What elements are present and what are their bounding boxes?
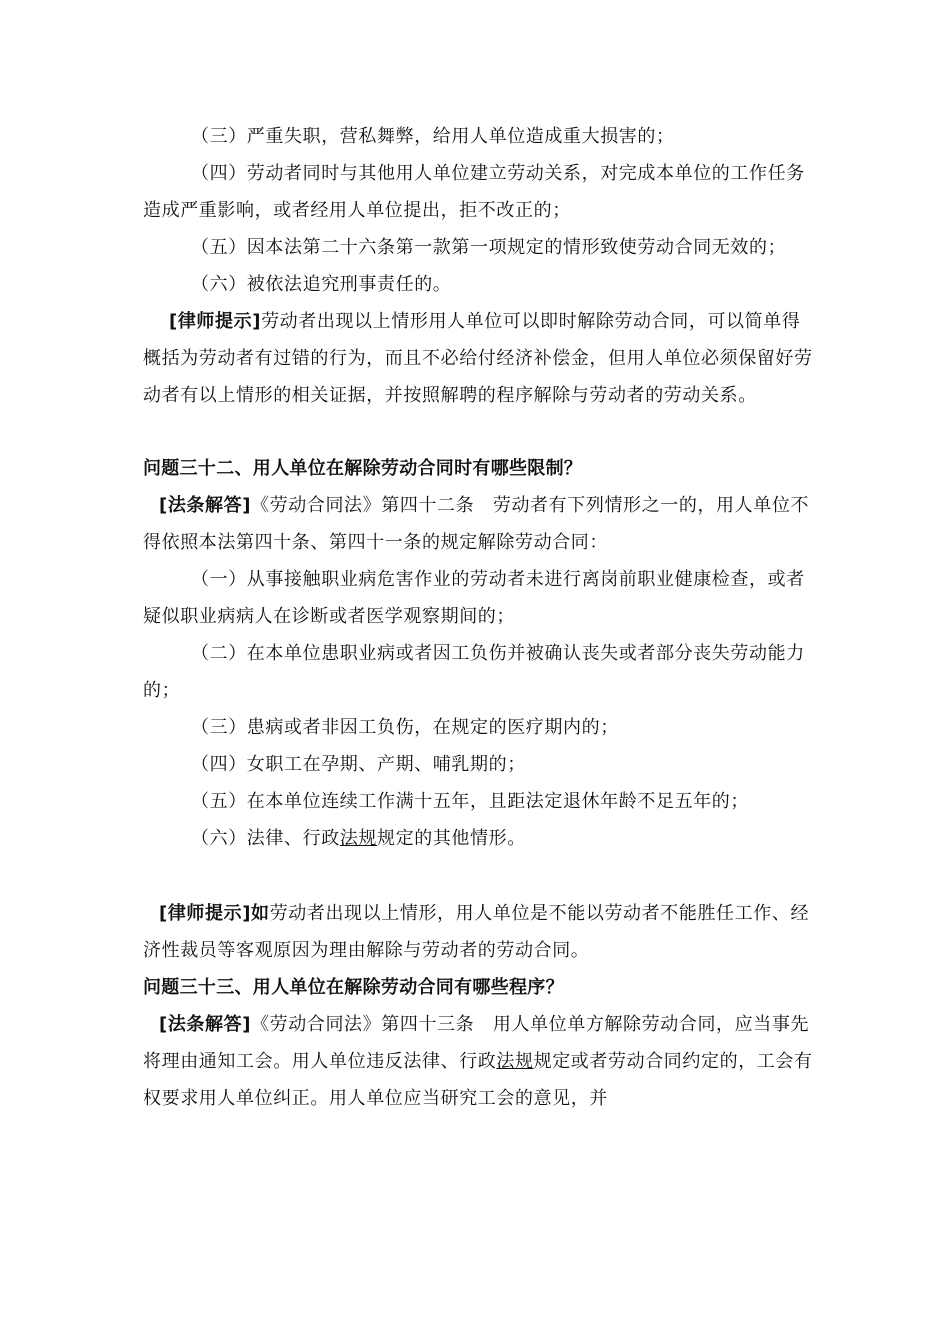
- regulation-link[interactable]: 法规: [339, 828, 378, 849]
- list-item-text: （六）法律、行政: [191, 828, 340, 849]
- lawyer-tip-text: 劳动者出现以上情形，用人单位是不能以劳动者不能胜任工作、经济性裁员等客观原因为理由解除与劳动者的劳动合同。: [143, 903, 810, 961]
- list-item-text: （三）患病或者非因工负伤，在规定的医疗期内的；: [191, 717, 619, 738]
- question-32-heading: 问题三十二、用人单位在解除劳动合同时有哪些限制？: [143, 458, 583, 479]
- answer-label: [法条解答]: [159, 1014, 252, 1035]
- paragraph-item-3: [143, 118, 813, 155]
- list-item-text: （二）在本单位患职业病或者因工负伤并被确认丧失或者部分丧失劳动能力的；: [143, 643, 805, 701]
- list-item-2: [143, 635, 813, 709]
- answer-label: [法条解答]: [159, 495, 252, 516]
- paragraph-item-4: [143, 155, 813, 229]
- paragraph-item-5: [143, 229, 813, 266]
- lawyer-tip-label: [律师提示]: [169, 311, 262, 332]
- paragraph-text: （六）被依法追究刑事责任的。: [191, 274, 452, 295]
- list-item-text: （一）从事接触职业病危害作业的劳动者未进行离岗前职业健康检查，或者疑似职业病病人在诊断或者医学观察期间的；: [143, 569, 805, 627]
- paragraph-text: （四）劳动者同时与其他用人单位建立劳动关系，对完成本单位的工作任务造成严重影响，或者经用人单位提出，拒不改正的；: [143, 163, 805, 221]
- list-item-1: [143, 561, 813, 635]
- document-body: [143, 118, 813, 1117]
- spacer: [143, 857, 813, 895]
- lawyer-tip-2: [143, 895, 813, 969]
- regulation-link[interactable]: 法规: [496, 1051, 534, 1072]
- list-item-4: [143, 746, 813, 783]
- list-item-text: （五）在本单位连续工作满十五年，且距法定退休年龄不足五年的；: [191, 791, 749, 812]
- paragraph-text: （三）严重失职，营私舞弊，给用人单位造成重大损害的；: [191, 126, 675, 147]
- answer-text: 《劳动合同法》第四十三条 用人单位单方解除劳动合同，应当事先将理由通知工会。用人单位违反法律、行政: [143, 1014, 810, 1072]
- answer-32: [143, 487, 813, 561]
- lawyer-tip-1: [143, 303, 813, 414]
- list-item-6: [143, 820, 813, 857]
- list-item-text: 规定的其他情形。: [377, 828, 526, 849]
- paragraph-item-6: [143, 266, 813, 303]
- list-item-text: （四）女职工在孕期、产期、哺乳期的；: [191, 754, 526, 775]
- question-33-heading: 问题三十三、用人单位在解除劳动合同有哪些程序？: [143, 977, 564, 998]
- answer-33: [143, 1006, 813, 1117]
- list-item-3: [143, 709, 813, 746]
- list-item-5: [143, 783, 813, 820]
- answer-text: 规定或者劳动合同约定的，工会有权要求用人单位纠正。用人单位应当研究工会的意见，并: [143, 1051, 813, 1109]
- lawyer-tip-label: [律师提示]如: [159, 903, 270, 924]
- paragraph-text: （五）因本法第二十六条第一款第一项规定的情形致使劳动合同无效的；: [191, 237, 787, 258]
- answer-text: 《劳动合同法》第四十二条 劳动者有下列情形之一的，用人单位不得依照本法第四十条、第四十一条的规定解除劳动合同：: [143, 495, 810, 553]
- lawyer-tip-text: 劳动者出现以上情形用人单位可以即时解除劳动合同，可以简单得概括为劳动者有过错的行为，而且不必给付经济补偿金，但用人单位必须保留好劳动者有以上情形的相关证据，并按照解聘的程序解除与劳动者的劳动关系。: [143, 311, 813, 406]
- spacer: [143, 414, 813, 450]
